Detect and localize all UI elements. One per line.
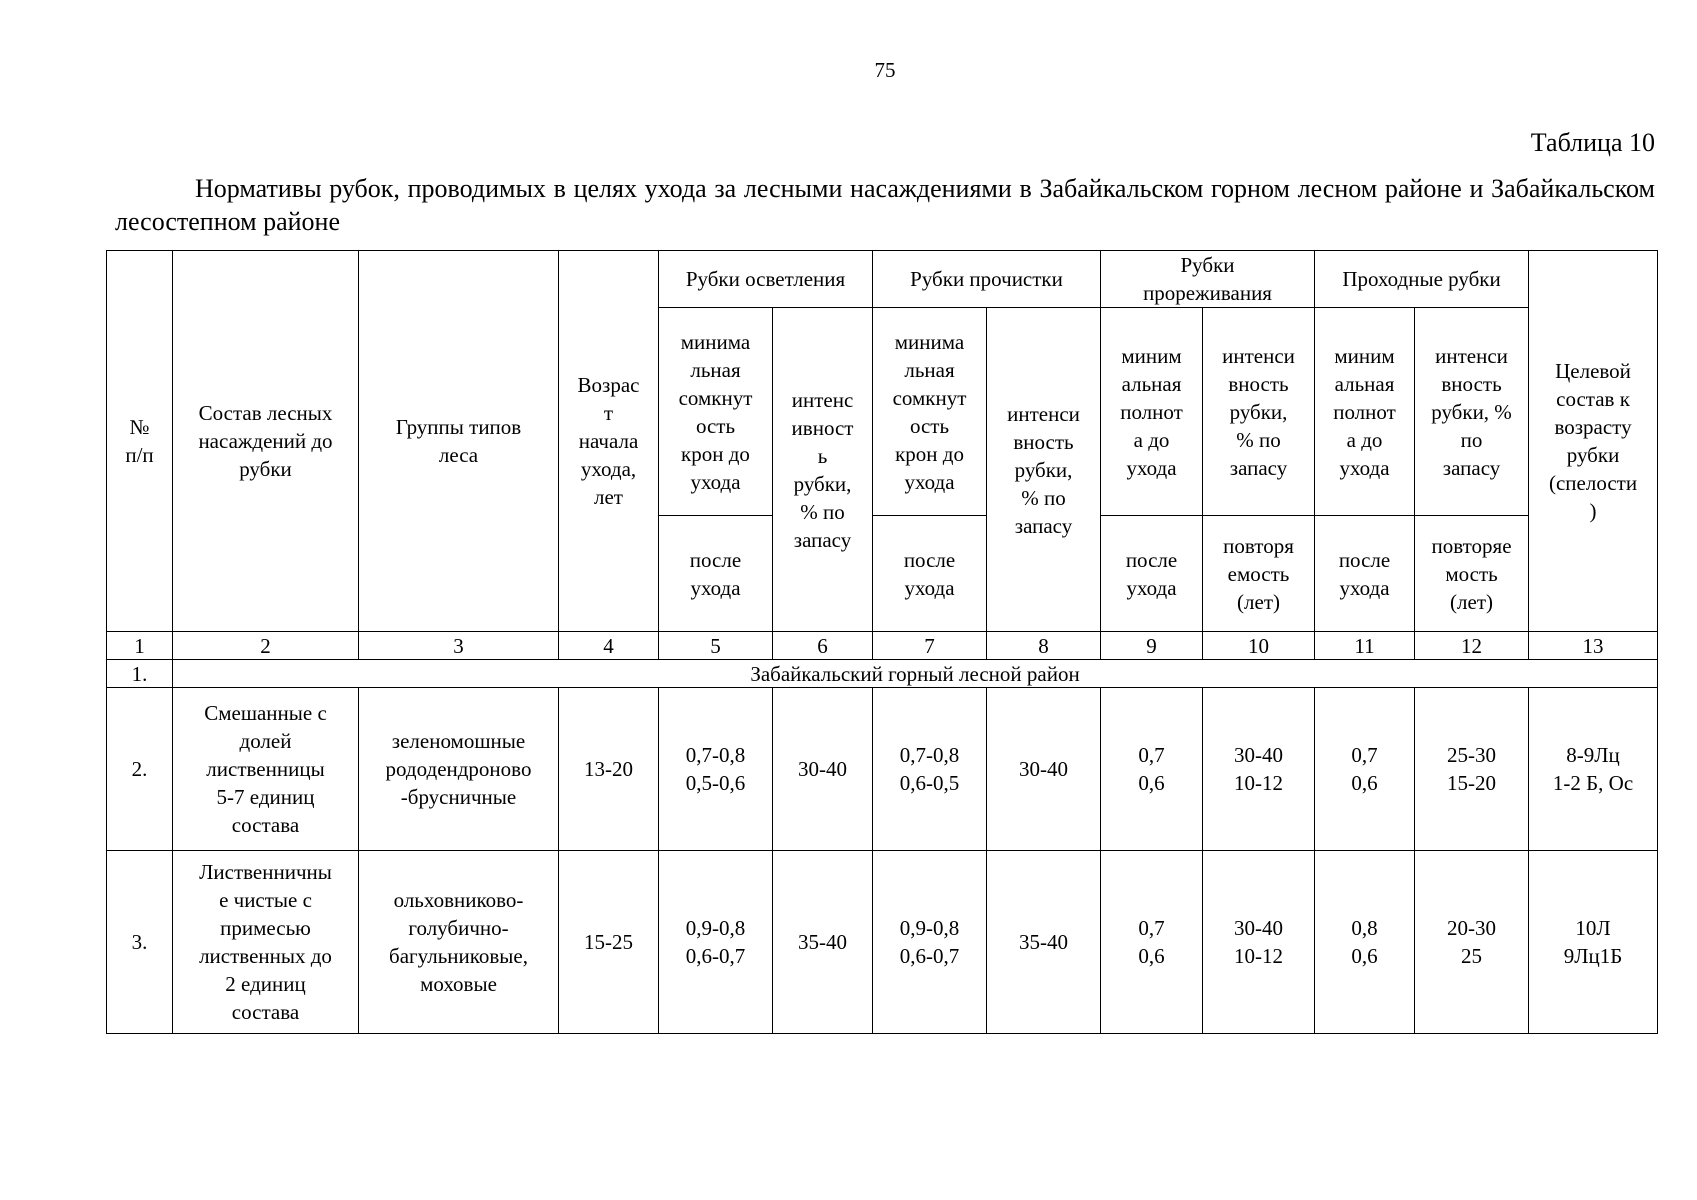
- row-pass-int: 25-30 15-20: [1415, 688, 1529, 851]
- section-num: 1.: [107, 660, 173, 688]
- column-number: 6: [773, 632, 873, 660]
- column-number: 12: [1415, 632, 1529, 660]
- row-forest-group: ольховниково- голубично- багульниковые, моховые: [359, 851, 559, 1034]
- header-thin-int: интенси вность рубки, % по запасу: [1203, 308, 1315, 516]
- header-pass-min: миним альная полнот а до ухода: [1315, 308, 1415, 516]
- table-row: [107, 851, 1658, 1034]
- section-title: Забайкальский горный лесной район: [173, 660, 1658, 688]
- header-clar-after: после ухода: [659, 516, 773, 632]
- row-clean-int: 35-40: [987, 851, 1101, 1034]
- header-passing: Проходные рубки: [1315, 251, 1529, 308]
- header-thin-min: миним альная полнот а до ухода: [1101, 308, 1203, 516]
- header-target: Целевой состав к возрасту рубки (спелости ): [1529, 251, 1658, 632]
- header-thin-after: после ухода: [1101, 516, 1203, 632]
- table-label: Таблица 10: [1530, 128, 1655, 157]
- column-number: 11: [1315, 632, 1415, 660]
- table-caption: Нормативы рубок, проводимых в целях ухода за лесными насаждениями в Забайкальском горном лесном районе и Забайкальском лесостепном районе: [115, 174, 1655, 236]
- column-number: 10: [1203, 632, 1315, 660]
- header-row-groups: [107, 251, 1658, 308]
- row-thin-density: 0,7 0,6: [1101, 851, 1203, 1034]
- column-number: 7: [873, 632, 987, 660]
- row-clar-crown: 0,9-0,8 0,6-0,7: [659, 851, 773, 1034]
- row-age: 13-20: [559, 688, 659, 851]
- row-clar-crown: 0,7-0,8 0,5-0,6: [659, 688, 773, 851]
- row-clean-crown: 0,9-0,8 0,6-0,7: [873, 851, 987, 1034]
- page-number: 75: [874, 58, 896, 82]
- norms-table: [106, 250, 1658, 1034]
- row-pass-int: 20-30 25: [1415, 851, 1529, 1034]
- header-pass-after: после ухода: [1315, 516, 1415, 632]
- column-number: 13: [1529, 632, 1658, 660]
- row-pass-density: 0,8 0,6: [1315, 851, 1415, 1034]
- section-row: [107, 660, 1658, 688]
- header-clar-int: интенс ивност ь рубки, % по запасу: [773, 308, 873, 632]
- row-num: 2.: [107, 688, 173, 851]
- row-composition: Лиственничны е чистые с примесью лиственных до 2 единиц состава: [173, 851, 359, 1034]
- row-clar-int: 35-40: [773, 851, 873, 1034]
- column-number: 5: [659, 632, 773, 660]
- column-number: 9: [1101, 632, 1203, 660]
- row-thin-density: 0,7 0,6: [1101, 688, 1203, 851]
- header-forest-groups: Группы типов леса: [359, 251, 559, 632]
- column-number: 4: [559, 632, 659, 660]
- header-thinning: Рубки прореживания: [1101, 251, 1315, 308]
- header-composition: Состав лесных насаждений до рубки: [173, 251, 359, 632]
- header-clarification: Рубки осветления: [659, 251, 873, 308]
- header-num: № п/п: [107, 251, 173, 632]
- column-number: 1: [107, 632, 173, 660]
- row-thin-int: 30-40 10-12: [1203, 688, 1315, 851]
- row-clean-int: 30-40: [987, 688, 1101, 851]
- column-number: 2: [173, 632, 359, 660]
- header-clar-min: минима льная сомкнут ость крон до ухода: [659, 308, 773, 516]
- column-number: 8: [987, 632, 1101, 660]
- row-pass-density: 0,7 0,6: [1315, 688, 1415, 851]
- header-pass-int: интенси вность рубки, % по запасу: [1415, 308, 1529, 516]
- row-target: 10Л 9Лц1Б: [1529, 851, 1658, 1034]
- row-target: 8-9Лц 1-2 Б, Ос: [1529, 688, 1658, 851]
- header-cleaning: Рубки прочистки: [873, 251, 1101, 308]
- row-num: 3.: [107, 851, 173, 1034]
- table-row: [107, 688, 1658, 851]
- column-number-row: [107, 632, 1658, 660]
- row-composition: Смешанные с долей лиственницы 5-7 единиц состава: [173, 688, 359, 851]
- header-pass-repeat: повторяе мость (лет): [1415, 516, 1529, 632]
- row-forest-group: зеленомошные рододендроново -брусничные: [359, 688, 559, 851]
- column-number: 3: [359, 632, 559, 660]
- header-clean-int: интенси вность рубки, % по запасу: [987, 308, 1101, 632]
- row-thin-int: 30-40 10-12: [1203, 851, 1315, 1034]
- header-clean-min: минима льная сомкнут ость крон до ухода: [873, 308, 987, 516]
- row-clean-crown: 0,7-0,8 0,6-0,5: [873, 688, 987, 851]
- row-clar-int: 30-40: [773, 688, 873, 851]
- row-age: 15-25: [559, 851, 659, 1034]
- header-age: Возрас т начала ухода, лет: [559, 251, 659, 632]
- header-thin-repeat: повторя емость (лет): [1203, 516, 1315, 632]
- header-clean-after: после ухода: [873, 516, 987, 632]
